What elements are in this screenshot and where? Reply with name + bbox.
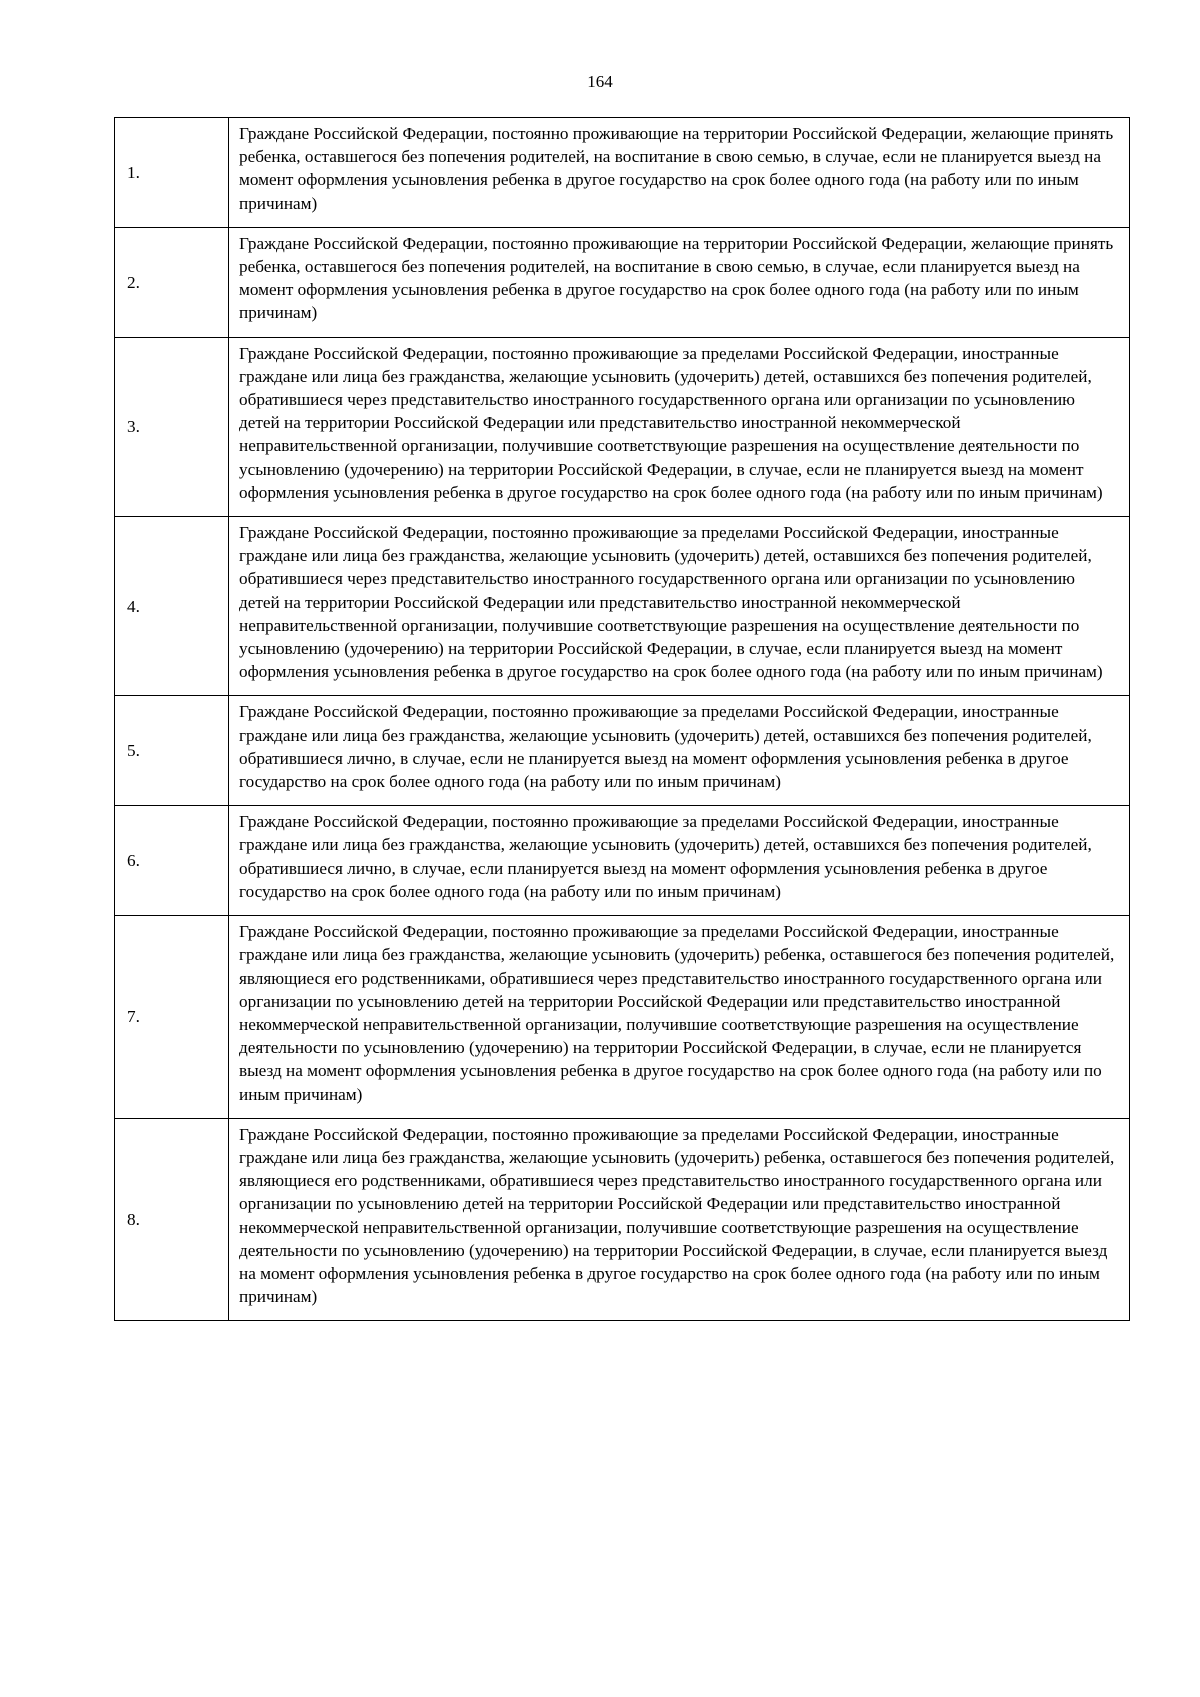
row-text: Граждане Российской Федерации, постоянно проживающие за пределами Российской Федерации, иностранные граждане или лица без гражданства, желающие усыновить (удочерить) детей, оставшихся без попечения родителей, обратившиеся лично, в случае, если планируется выезд на момент оформления усыновления ребенка в другое государство на срок более одного года (на работу или по иным причинам) [229,806,1130,916]
row-text: Граждане Российской Федерации, постоянно проживающие за пределами Российской Федерации, иностранные граждане или лица без гражданства, желающие усыновить (удочерить) детей, оставшихся без попечения родителей, обратившиеся лично, в случае, если не планируется выезд на момент оформления усыновления ребенка в другое государство на срок более одного года (на работу или по иным причинам) [229,696,1130,806]
row-number: 6. [115,806,229,916]
category-table [114,117,1130,1321]
table-row [115,227,1130,337]
table-row [115,916,1130,1119]
table-row [115,806,1130,916]
row-number: 5. [115,696,229,806]
row-number: 4. [115,517,229,696]
table-row [115,517,1130,696]
page-number: 164 [587,72,613,91]
row-number: 2. [115,227,229,337]
row-number: 1. [115,118,229,228]
table-row [115,1118,1130,1321]
row-text: Граждане Российской Федерации, постоянно проживающие за пределами Российской Федерации, иностранные граждане или лица без гражданства, желающие усыновить (удочерить) ребенка, оставшегося без попечения родителей, являющиеся его родственниками, обратившиеся через представительство иностранного государственного органа или организации по усыновлению детей на территории Российской Федерации или представительство иностранной некоммерческой неправительственной организации, получившие соответствующие разрешения на осуществление деятельности по усыновлению (удочерению) на территории Российской Федерации, в случае, если планируется выезд на момент оформления усыновления ребенка в другое государство на срок более одного года (на работу или по иным причинам) [229,1118,1130,1321]
table-row [115,337,1130,516]
row-text: Граждане Российской Федерации, постоянно проживающие за пределами Российской Федерации, иностранные граждане или лица без гражданства, желающие усыновить (удочерить) детей, оставшихся без попечения родителей, обратившиеся через представительство иностранного государственного органа или организации по усыновлению детей на территории Российской Федерации или представительство иностранной некоммерческой неправительственной организации, получившие соответствующие разрешения на осуществление деятельности по усыновлению (удочерению) на территории Российской Федерации, в случае, если планируется выезд на момент оформления усыновления ребенка в другое государство на срок более одного года (на работу или по иным причинам) [229,517,1130,696]
table-row [115,118,1130,228]
row-text: Граждане Российской Федерации, постоянно проживающие на территории Российской Федерации, желающие принять ребенка, оставшегося без попечения родителей, на воспитание в свою семью, в случае, если планируется выезд на момент оформления усыновления ребенка в другое государство на срок более одного года (на работу или по иным причинам) [229,227,1130,337]
row-text: Граждане Российской Федерации, постоянно проживающие за пределами Российской Федерации, иностранные граждане или лица без гражданства, желающие усыновить (удочерить) детей, оставшихся без попечения родителей, обратившиеся через представительство иностранного государственного органа или организации по усыновлению детей на территории Российской Федерации или представительство иностранной некоммерческой неправительственной организации, получившие соответствующие разрешения на осуществление деятельности по усыновлению (удочерению) на территории Российской Федерации, в случае, если не планируется выезд на момент оформления усыновления ребенка в другое государство на срок более одного года (на работу или по иным причинам) [229,337,1130,516]
row-number: 7. [115,916,229,1119]
row-number: 3. [115,337,229,516]
row-number: 8. [115,1118,229,1321]
row-text: Граждане Российской Федерации, постоянно проживающие за пределами Российской Федерации, иностранные граждане или лица без гражданства, желающие усыновить (удочерить) ребенка, оставшегося без попечения родителей, являющиеся его родственниками, обратившиеся через представительство иностранного государственного органа или организации по усыновлению детей на территории Российской Федерации или представительство иностранной некоммерческой неправительственной организации, получившие соответствующие разрешения на осуществление деятельности по усыновлению (удочерению) на территории Российской Федерации, в случае, если не планируется выезд на момент оформления усыновления ребенка в другое государство на срок более одного года (на работу или по иным причинам) [229,916,1130,1119]
table-row [115,696,1130,806]
row-text: Граждане Российской Федерации, постоянно проживающие на территории Российской Федерации, желающие принять ребенка, оставшегося без попечения родителей, на воспитание в свою семью, в случае, если не планируется выезд на момент оформления усыновления ребенка в другое государство на срок более одного года (на работу или по иным причинам) [229,118,1130,228]
